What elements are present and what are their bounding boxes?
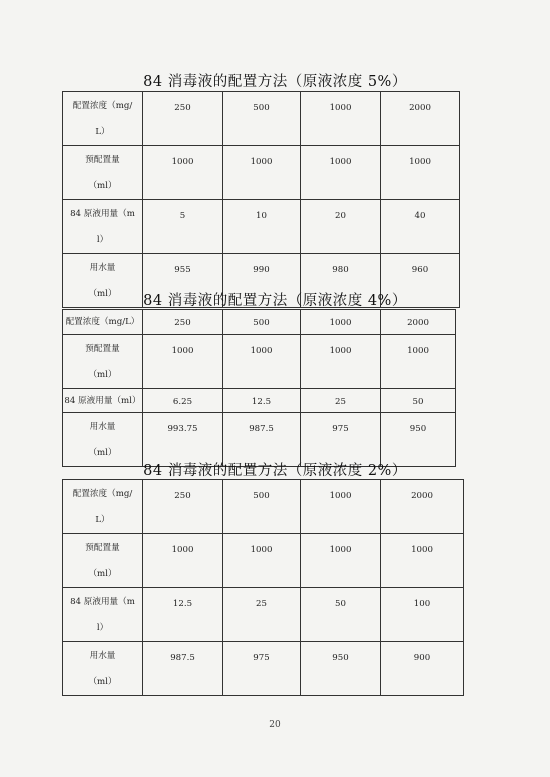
- table-row: [63, 588, 464, 642]
- row-label-line: 配置浓度（mg/L）: [65, 317, 140, 327]
- value-cell: 1000: [301, 310, 381, 335]
- row-label-line: （ml）: [88, 289, 117, 299]
- value-cell: 50: [381, 389, 456, 413]
- value-cell: 2000: [381, 480, 464, 534]
- value-cell: 1000: [143, 534, 223, 588]
- value-cell: 987.5: [143, 642, 223, 696]
- value-cell: 100: [381, 588, 464, 642]
- table-row: [63, 92, 460, 146]
- value-cell: 990: [223, 254, 301, 308]
- value-cell: 1000: [301, 534, 381, 588]
- row-label-line: 84 原液用量（ml）: [64, 396, 141, 406]
- value-cell: 1000: [381, 335, 456, 389]
- row-label-line: 用水量: [89, 422, 116, 432]
- value-cell: 250: [143, 310, 223, 335]
- row-label-line: 预配置量: [85, 155, 120, 165]
- row-label-line: （ml）: [88, 569, 117, 579]
- value-cell: 1000: [301, 146, 381, 200]
- row-label-line: 用水量: [89, 263, 116, 273]
- value-cell: 1000: [223, 335, 301, 389]
- row-label-line: （ml）: [88, 448, 117, 458]
- value-cell: 250: [143, 480, 223, 534]
- value-cell: 975: [223, 642, 301, 696]
- table-3-title: 84 消毒液的配置方法（原液浓度 2%）: [143, 463, 407, 479]
- value-cell: 950: [381, 413, 456, 467]
- table-row: [63, 642, 464, 696]
- table-2: [62, 309, 456, 467]
- row-label: [63, 146, 143, 200]
- row-label-line: 84 原液用量（m: [70, 597, 135, 607]
- row-label-line: 用水量: [89, 651, 116, 661]
- value-cell: 1000: [223, 534, 301, 588]
- value-cell: 1000: [143, 146, 223, 200]
- value-cell: 1000: [143, 335, 223, 389]
- value-cell: 12.5: [223, 389, 301, 413]
- table-row: [63, 146, 460, 200]
- row-label-line: l）: [96, 235, 109, 245]
- row-label-line: L）: [95, 127, 110, 137]
- value-cell: 987.5: [223, 413, 301, 467]
- value-cell: 900: [381, 642, 464, 696]
- page-number: 20: [269, 720, 281, 730]
- value-cell: 1000: [301, 92, 381, 146]
- row-label-line: （ml）: [88, 370, 117, 380]
- table-row: [63, 534, 464, 588]
- value-cell: 980: [301, 254, 381, 308]
- row-label-line: 配置浓度（mg/: [72, 489, 133, 499]
- row-label-line: （ml）: [88, 677, 117, 687]
- value-cell: 960: [381, 254, 460, 308]
- value-cell: 6.25: [143, 389, 223, 413]
- value-cell: 950: [301, 642, 381, 696]
- row-label: [63, 389, 143, 413]
- value-cell: 2000: [381, 92, 460, 146]
- value-cell: 993.75: [143, 413, 223, 467]
- value-cell: 500: [223, 480, 301, 534]
- value-cell: 2000: [381, 310, 456, 335]
- value-cell: 1000: [301, 480, 381, 534]
- table-row: [63, 335, 456, 389]
- table-1-title: 84 消毒液的配置方法（原液浓度 5%）: [143, 74, 407, 90]
- value-cell: 250: [143, 92, 223, 146]
- value-cell: 12.5: [143, 588, 223, 642]
- value-cell: 500: [223, 92, 301, 146]
- row-label-line: 预配置量: [85, 543, 120, 553]
- table-row: [63, 389, 456, 413]
- table-row: [63, 310, 456, 335]
- row-label-line: l）: [96, 623, 109, 633]
- row-label: [63, 480, 143, 534]
- value-cell: 40: [381, 200, 460, 254]
- value-cell: 5: [143, 200, 223, 254]
- value-cell: 25: [301, 389, 381, 413]
- value-cell: 1000: [381, 534, 464, 588]
- table-row: [63, 480, 464, 534]
- value-cell: 1000: [223, 146, 301, 200]
- row-label-line: L）: [95, 515, 110, 525]
- value-cell: 10: [223, 200, 301, 254]
- row-label: [63, 642, 143, 696]
- value-cell: 955: [143, 254, 223, 308]
- value-cell: 1000: [381, 146, 460, 200]
- row-label: [63, 335, 143, 389]
- value-cell: 50: [301, 588, 381, 642]
- value-cell: 20: [301, 200, 381, 254]
- row-label: [63, 588, 143, 642]
- row-label-line: （ml）: [88, 181, 117, 191]
- value-cell: 1000: [301, 335, 381, 389]
- row-label: [63, 92, 143, 146]
- value-cell: 25: [223, 588, 301, 642]
- value-cell: 500: [223, 310, 301, 335]
- row-label: [63, 200, 143, 254]
- table-2-title: 84 消毒液的配置方法（原液浓度 4%）: [143, 293, 407, 309]
- row-label-line: 84 原液用量（m: [70, 209, 135, 219]
- row-label-line: 预配置量: [85, 344, 120, 354]
- table-row: [63, 200, 460, 254]
- table-3: [62, 479, 464, 696]
- value-cell: 975: [301, 413, 381, 467]
- row-label: [63, 310, 143, 335]
- row-label-line: 配置浓度（mg/: [72, 101, 133, 111]
- table-1: [62, 91, 460, 308]
- row-label: [63, 534, 143, 588]
